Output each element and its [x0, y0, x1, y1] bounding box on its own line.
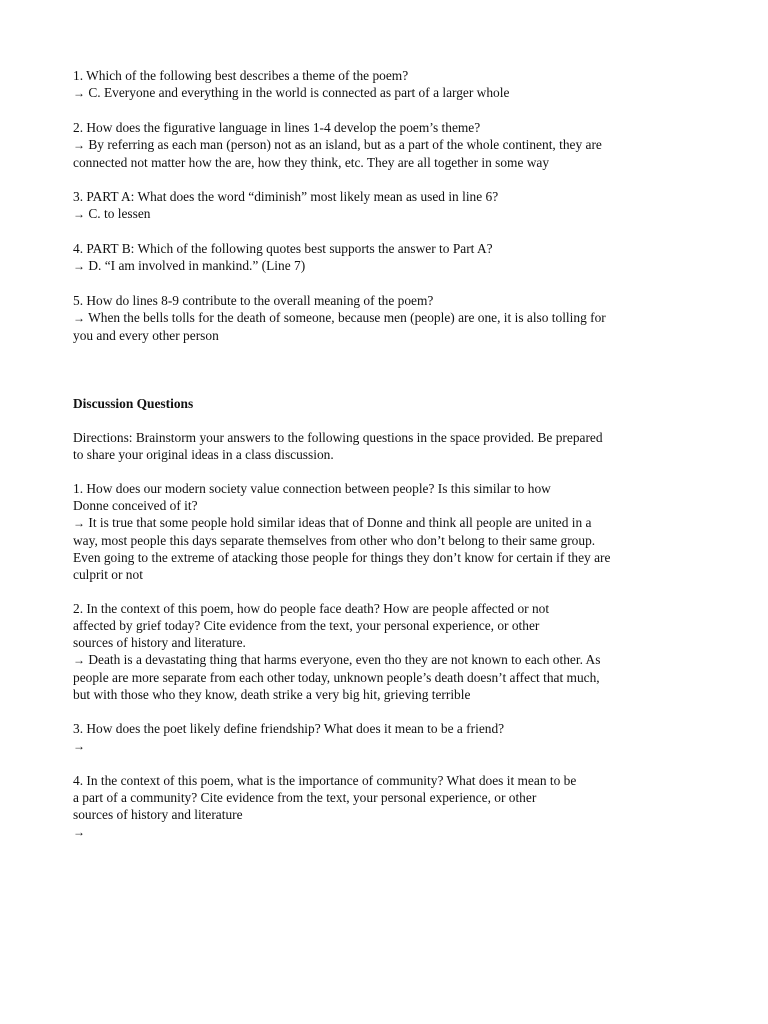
- discussion-heading: Discussion Questions: [73, 396, 194, 411]
- arrow-icon: →: [73, 259, 85, 273]
- discussion-2-a-line-1: → Death is a devastating thing that harms everyone, even tho they are not known to each other. As: [73, 652, 601, 667]
- discussion-1-q-line-1: 1. How does our modern society value connection between people? Is this similar to how: [73, 481, 551, 496]
- question-2-text: 2. How does the figurative language in lines 1-4 develop the poem’s theme?: [73, 120, 481, 135]
- discussion-2-a-line-3: but with those who they know, death strike a very big hit, grieving terrible: [73, 687, 471, 702]
- discussion-question-4: [73, 772, 703, 841]
- arrow-icon: →: [73, 653, 85, 667]
- discussion-3-q-line-1: 3. How does the poet likely define friendship? What does it mean to be a friend?: [73, 721, 505, 736]
- answer-5-line-1: → When the bells tolls for the death of someone, because men (people) are one, it is also tolling for: [73, 310, 606, 325]
- discussion-2-q-line-2: affected by grief today? Cite evidence from the text, your personal experience, or other: [73, 618, 540, 633]
- discussion-question-3: [73, 720, 703, 755]
- discussion-question-2: [73, 600, 703, 703]
- discussion-question-1: [73, 480, 703, 583]
- discussion-2-q-line-1: 2. In the context of this poem, how do people face death? How are people affected or not: [73, 601, 550, 616]
- question-2: [73, 119, 703, 171]
- discussion-1-a-line-2: way, most people this days separate themselves from other who don’t belong to their same group.: [73, 533, 596, 548]
- answer-3: [73, 205, 703, 223]
- answer-1: [73, 84, 703, 102]
- question-4-text: 4. PART B: Which of the following quotes best supports the answer to Part A?: [73, 241, 493, 256]
- arrow-icon: →: [73, 516, 85, 530]
- discussion-3-answer: [73, 737, 703, 755]
- answer-4: [73, 257, 703, 275]
- directions: [73, 429, 703, 463]
- arrow-icon: →: [73, 739, 85, 753]
- answer-4-text: D. “I am involved in mankind.” (Line 7): [88, 258, 306, 273]
- answer-3-text: C. to lessen: [88, 206, 151, 221]
- discussion-1-a-line-3: Even going to the extreme of atacking those people for things they don’t know for certain if they are: [73, 550, 611, 565]
- arrow-icon: →: [73, 207, 85, 221]
- answer-2-line-1: → By referring as each man (person) not as an island, but as a part of the whole continent, they are: [73, 137, 602, 152]
- arrow-icon: →: [73, 825, 85, 839]
- arrow-icon: →: [73, 311, 85, 325]
- discussion-1-a-line-1: → It is true that some people hold similar ideas that of Donne and think all people are united in a: [73, 515, 592, 530]
- discussion-4-q-line-3: sources of history and literature: [73, 807, 243, 822]
- question-1: [73, 67, 703, 102]
- discussion-4-q-line-2: a part of a community? Cite evidence from the text, your personal experience, or other: [73, 790, 537, 805]
- answer-5-line-2: you and every other person: [73, 328, 219, 343]
- discussion-2-q-line-3: sources of history and literature.: [73, 635, 246, 650]
- question-1-text: 1. Which of the following best describes a theme of the poem?: [73, 68, 409, 83]
- question-4: [73, 240, 703, 275]
- discussion-1-q-line-2: Donne conceived of it?: [73, 498, 198, 513]
- discussion-1-a-line-4: culprit or not: [73, 567, 143, 582]
- answer-1-text: C. Everyone and everything in the world is connected as part of a larger whole: [88, 85, 510, 100]
- arrow-icon: →: [73, 138, 85, 152]
- directions-line-2: to share your original ideas in a class discussion.: [73, 447, 334, 462]
- document-page: [73, 67, 703, 841]
- answer-2-line-2: connected not matter how the are, how they think, etc. They are all together in some way: [73, 155, 550, 170]
- directions-line-1: Directions: Brainstorm your answers to the following questions in the space provided. Be prepared: [73, 430, 603, 445]
- discussion-4-answer: [73, 823, 703, 841]
- question-5-text: 5. How do lines 8-9 contribute to the overall meaning of the poem?: [73, 293, 434, 308]
- discussion-2-a-line-2: people are more separate from each other today, unknown people’s death doesn’t affect that much,: [73, 670, 600, 685]
- question-5: [73, 292, 703, 344]
- discussion-4-q-line-1: 4. In the context of this poem, what is the importance of community? What does it mean to be: [73, 773, 577, 788]
- arrow-icon: →: [73, 86, 85, 100]
- question-3-text: 3. PART A: What does the word “diminish” most likely mean as used in line 6?: [73, 189, 499, 204]
- question-3: [73, 188, 703, 223]
